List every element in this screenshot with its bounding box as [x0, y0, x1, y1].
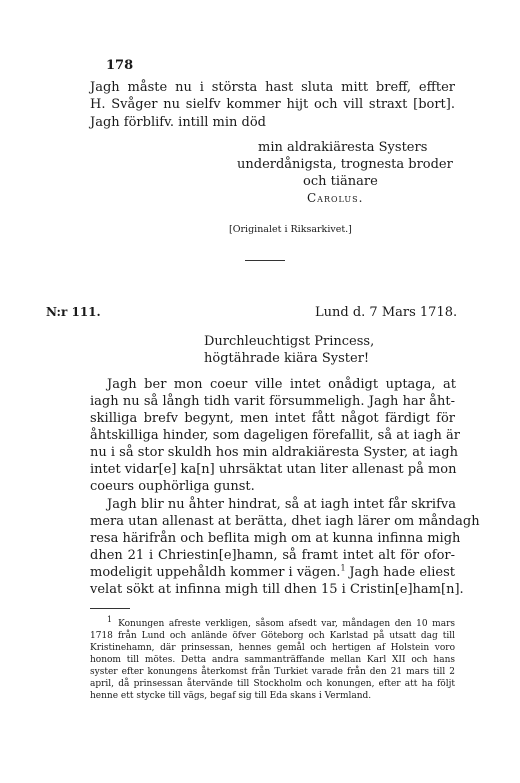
- signature: Carolus.: [307, 191, 364, 205]
- footnote-marker[interactable]: 1: [340, 563, 346, 573]
- section-divider: [245, 260, 285, 261]
- body-line: iagh nu så långh tidh varit försummeligh. Jagh har åht-: [90, 394, 455, 409]
- salutation-line: Durchleuchtigst Princess,: [204, 334, 375, 349]
- footnote-line: $^1$ Konungen afreste verkligen, såsom afsedt var, måndagen den 10 mars: [107, 615, 455, 629]
- body-line: intet vidar[e] ka[n] uhrsäktat utan liter allenast på mon: [90, 462, 457, 477]
- text-line: Jagh förblifv. intill min död: [90, 115, 266, 130]
- footnote-divider: [90, 608, 130, 609]
- body-line: Jagh ber mon coeur ville intet onådigt uptaga, at: [107, 377, 456, 392]
- body-line: velat sökt at infinna migh till dhen 15 i Cristin[e]ham[n].: [90, 582, 464, 597]
- footnote-line: april, då prinsessan återvände till Stockholm och konungen, efter att ha följt: [90, 679, 455, 689]
- footnote-line: henne ett stycke till vägs, begaf sig till Eda skans i Vermland.: [90, 691, 372, 701]
- text-line: H. Svåger nu sielfv kommer hijt och vill straxt [bort].: [90, 97, 455, 112]
- page-number: 178: [106, 58, 134, 73]
- closing-line: min aldrakiäresta Systers: [258, 140, 428, 155]
- body-line: dhen 21 i Chriestin[e]hamn, så framt intet alt för ofor-: [90, 548, 455, 563]
- footnote-line: Kristinehamn, där prinsessan, hennes gemål och hertigen af Holstein voro: [90, 643, 455, 653]
- body-line: Jagh hade eliest: [349, 565, 455, 580]
- footnote-line: syster efter konungens återkomst från Turkiet varade från den 21 mars till 2: [90, 667, 455, 677]
- text-line: Jagh måste nu i största hast sluta mitt breff, effter: [90, 80, 455, 95]
- body-line: nu i så stor skuldh hos min aldrakiäresta Syster, at iagh: [90, 445, 458, 460]
- source-note: [Originalet i Riksarkivet.]: [229, 224, 352, 235]
- letter-number: N:r 111.: [46, 305, 101, 319]
- body-line-with-footnote: [90, 565, 455, 580]
- footnote-marker: 1: [107, 615, 113, 624]
- footnote-line: honom till mötes. Detta andra sammanträffande mellan Karl XII och hans: [90, 655, 455, 665]
- body-line: mera utan allenast at berätta, dhet iagh lärer om måndagh: [90, 514, 480, 529]
- body-line: resa härifrån och beflita migh om at kunna infinna migh: [90, 531, 461, 546]
- body-line: skilliga brefv begynt, men intet fått något färdigt för: [90, 411, 455, 426]
- body-line: åhtskilliga hinder, som dageligen förefallit, så at iagh är: [90, 428, 461, 443]
- body-line: Jagh blir nu åhter hindrat, så at iagh intet får skrifva: [107, 497, 456, 512]
- body-line: coeurs ouphörliga gunst.: [90, 479, 255, 494]
- closing-line: och tiänare: [303, 174, 378, 189]
- closing-line: underdånigsta, trognesta broder: [237, 157, 453, 172]
- body-line: modeligit uppehåldh kommer i vägen.: [90, 565, 341, 580]
- place-date: Lund d. 7 Mars 1718.: [315, 305, 458, 320]
- salutation-line: högtährade kiära Syster!: [204, 351, 370, 366]
- footnote-line: 1718 från Lund och anlände öfver Göteborg och Karlstad på utsatt dag till: [90, 631, 455, 641]
